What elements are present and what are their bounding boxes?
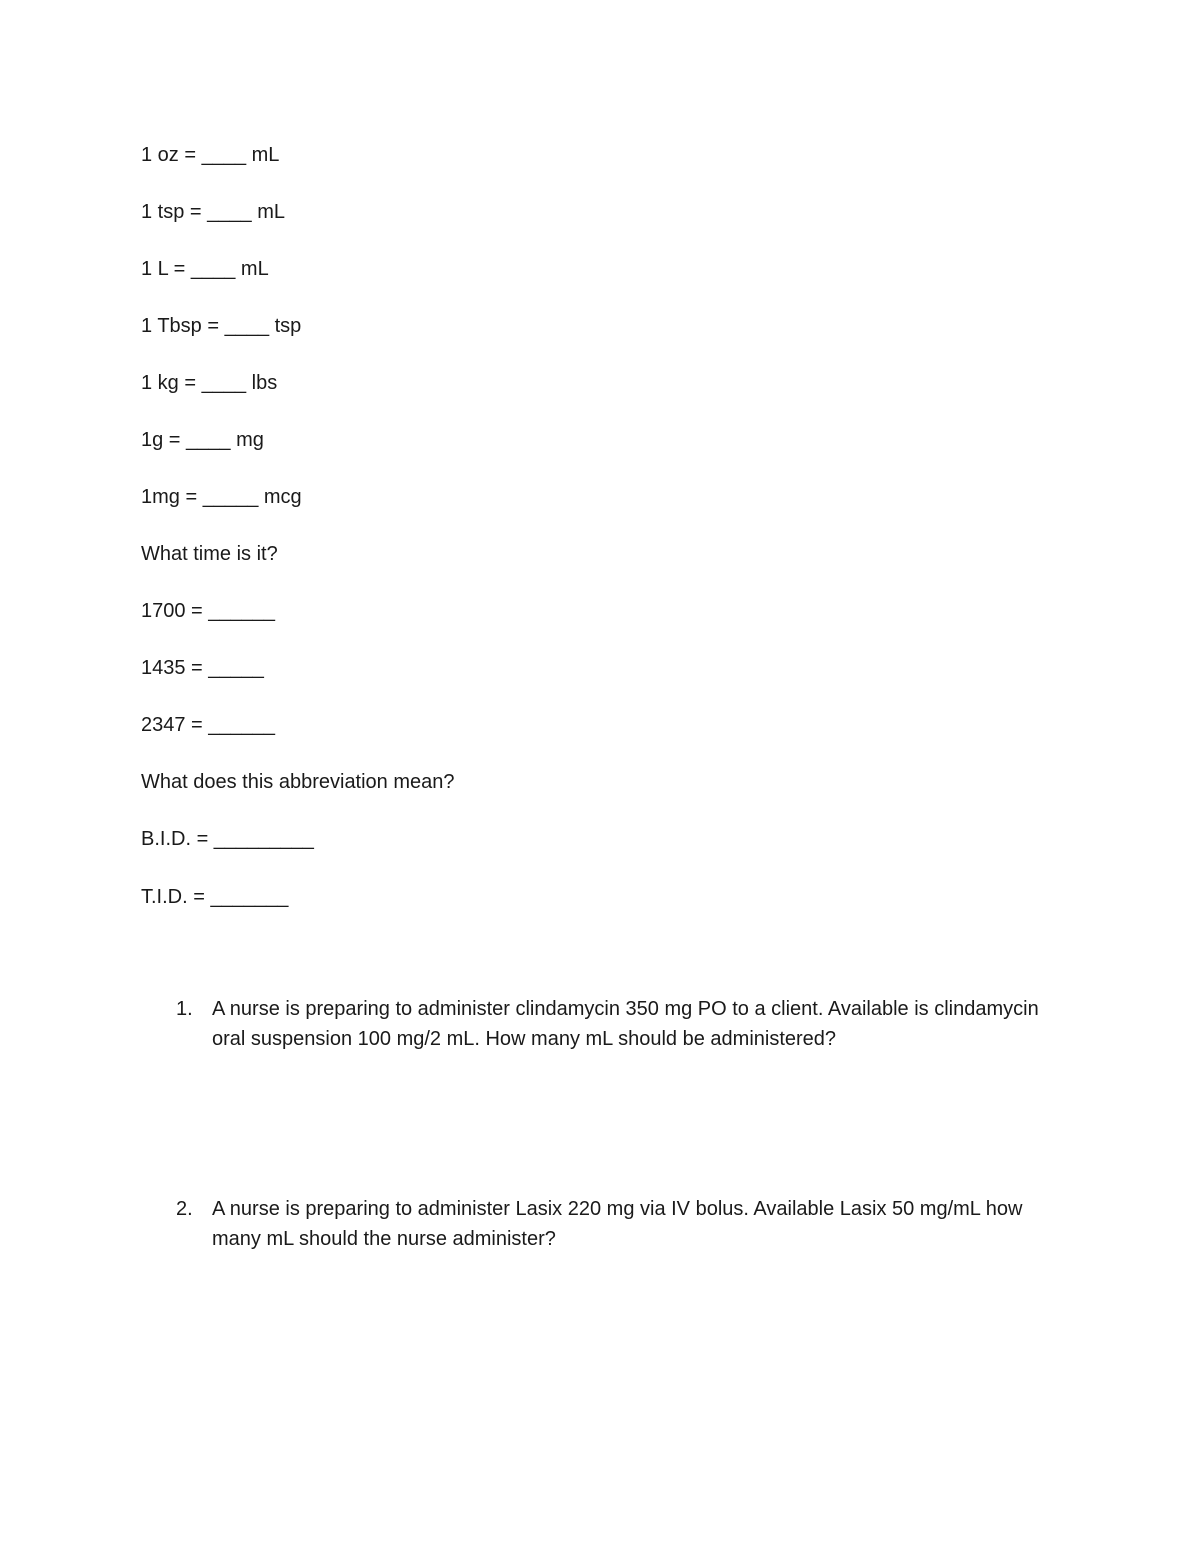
time-section-heading: What time is it? <box>141 543 278 565</box>
conversion-tsp-ml: 1 tsp = ____ mL <box>141 201 285 223</box>
conversion-l-ml: 1 L = ____ mL <box>141 258 269 280</box>
conversion-g-mg: 1g = ____ mg <box>141 429 264 451</box>
question-2-text: A nurse is preparing to administer Lasix 220 mg via IV bolus. Available Lasix 50 mg/mL how many mL should the nurse administer? <box>212 1198 1023 1250</box>
time-item-1700: 1700 = ______ <box>141 600 276 622</box>
conversion-kg-lbs: 1 kg = ____ lbs <box>141 372 278 394</box>
abbrev-item-tid: T.I.D. = _______ <box>141 886 289 908</box>
question-2-number: 2. <box>176 1198 193 1220</box>
abbrev-section-heading: What does this abbreviation mean? <box>141 771 455 793</box>
abbrev-item-bid: B.I.D. = _________ <box>141 828 314 850</box>
conversion-oz-ml: 1 oz = ____ mL <box>141 144 280 166</box>
time-item-2347: 2347 = ______ <box>141 714 276 736</box>
question-1-number: 1. <box>176 998 193 1020</box>
conversion-mg-mcg: 1mg = _____ mcg <box>141 486 302 508</box>
question-1-text: A nurse is preparing to administer clindamycin 350 mg PO to a client. Available is clindamycin oral suspension 100 mg/2 mL. How many mL should be administered? <box>212 998 1039 1050</box>
time-item-1435: 1435 = _____ <box>141 657 264 679</box>
conversion-tbsp-tsp: 1 Tbsp = ____ tsp <box>141 315 302 337</box>
